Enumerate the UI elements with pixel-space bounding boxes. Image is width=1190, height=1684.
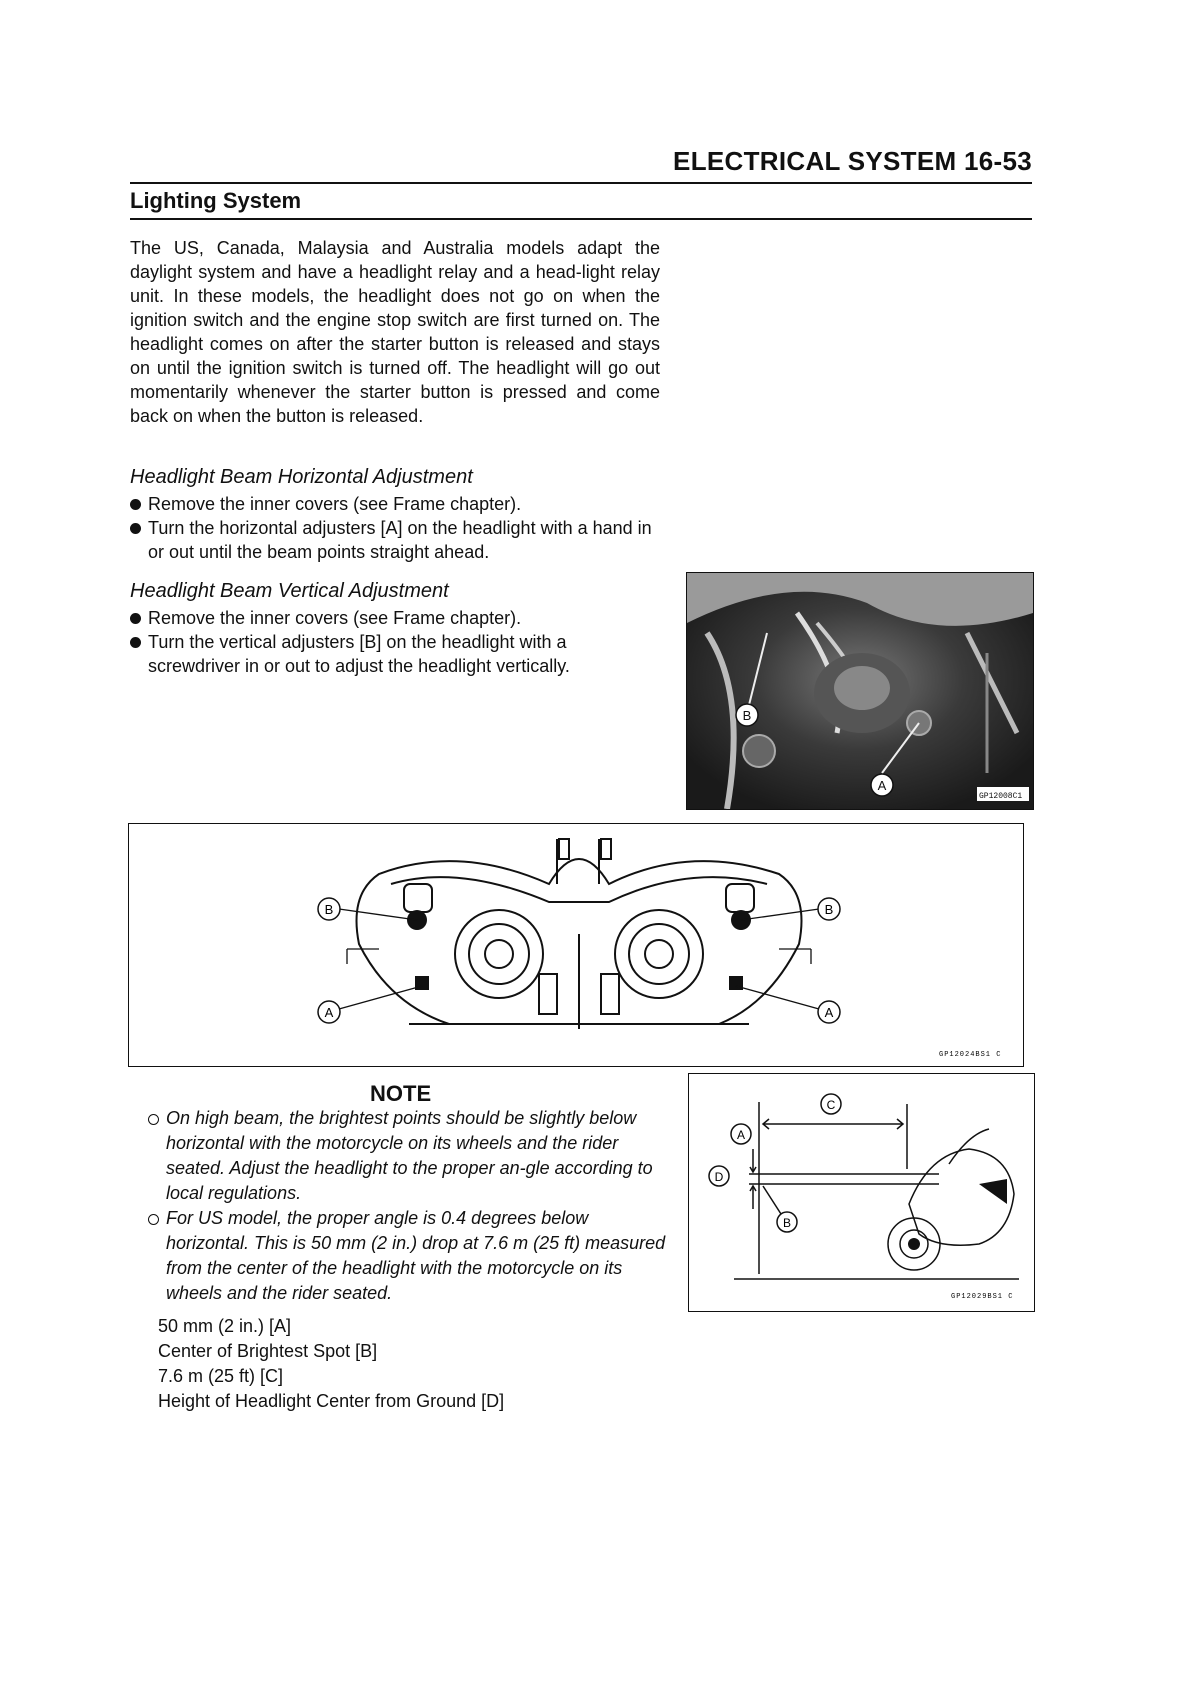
photo-code: GP12008C1 — [979, 792, 1023, 801]
vertical-adjustment-heading: Headlight Beam Vertical Adjustment — [130, 580, 449, 602]
photo-label-a: A — [877, 778, 887, 793]
horizontal-adjustment-heading: Headlight Beam Horizontal Adjustment — [130, 466, 473, 488]
vertical-bullet-1: Remove the inner covers (see Frame chapter). — [130, 606, 660, 630]
headlight-diagram-code: GP12024BS1 C — [939, 1051, 1002, 1059]
legend-item-c: 7.6 m (25 ft) [C] — [158, 1366, 284, 1386]
aim-label-a: A — [736, 1128, 746, 1142]
intro-paragraph: The US, Canada, Malaysia and Australia models adapt the daylight system and have a headlight relay and a head-light relay unit. In these models, the headlight does not go on when the ignition switch and the engine stop switch are first turned on. The headlight comes on after the starter button is released and stays on until the ignition switch is turned off. The headlight will go out momentarily whenever the starter button is pressed and come back on when the button is released. — [130, 238, 660, 426]
headlight-photo — [686, 572, 1034, 810]
headlight-adjuster-diagram — [128, 823, 1024, 1067]
headlight-photo-graphic — [687, 573, 1033, 809]
headlight-aim-diagram — [688, 1073, 1035, 1312]
note-heading: NOTE — [370, 1081, 432, 1106]
diagram-label-b-right: B — [824, 902, 834, 917]
aim-label-b: B — [782, 1216, 792, 1230]
note-item-1: On high beam, the brightest points should be slightly below horizontal with the motorcycle on its wheels and the rider seated. Adjust the headlight to the proper an-gle according to local regulations. — [148, 1106, 668, 1206]
photo-label-b: B — [742, 708, 752, 723]
legend-item-d: Height of Headlight Center from Ground [D] — [158, 1391, 505, 1411]
diagram-label-a-left: A — [324, 1005, 334, 1020]
section-rule — [130, 218, 1032, 220]
horizontal-bullet-1: Remove the inner covers (see Frame chapter). — [130, 492, 660, 516]
section-title: Lighting System — [130, 188, 302, 213]
diagram-label-b-left: B — [324, 902, 334, 917]
aim-label-c: C — [826, 1098, 836, 1112]
bullet-icon — [130, 613, 141, 624]
bullet-icon — [130, 637, 141, 648]
legend-item-b: Center of Brightest Spot [B] — [158, 1341, 378, 1361]
page-header-title: ELECTRICAL SYSTEM 16-53 — [673, 146, 1032, 176]
headlight-diagram-graphic — [129, 824, 1023, 1066]
horizontal-bullet-2: Turn the horizontal adjusters [A] on the headlight with a hand in or out until the beam points straight ahead. — [130, 516, 660, 564]
aim-diagram-graphic — [689, 1074, 1034, 1311]
legend-list — [158, 1314, 504, 1414]
hollow-bullet-icon — [148, 1114, 159, 1125]
header-rule — [130, 182, 1032, 184]
bullet-icon — [130, 523, 141, 534]
bullet-icon — [130, 499, 141, 510]
note-item-2: For US model, the proper angle is 0.4 degrees below horizontal. This is 50 mm (2 in.) drop at 7.6 m (25 ft) measured from the center of the headlight with the motorcycle on its wheels and the rider seated. — [148, 1206, 668, 1306]
diagram-label-a-right: A — [824, 1005, 834, 1020]
aim-diagram-code: GP12029BS1 C — [951, 1293, 1014, 1301]
aim-label-d: D — [714, 1170, 724, 1184]
hollow-bullet-icon — [148, 1214, 159, 1225]
vertical-bullet-2: Turn the vertical adjusters [B] on the headlight with a screwdriver in or out to adjust the headlight vertically. — [130, 630, 660, 678]
legend-item-a: 50 mm (2 in.) [A] — [158, 1316, 292, 1336]
